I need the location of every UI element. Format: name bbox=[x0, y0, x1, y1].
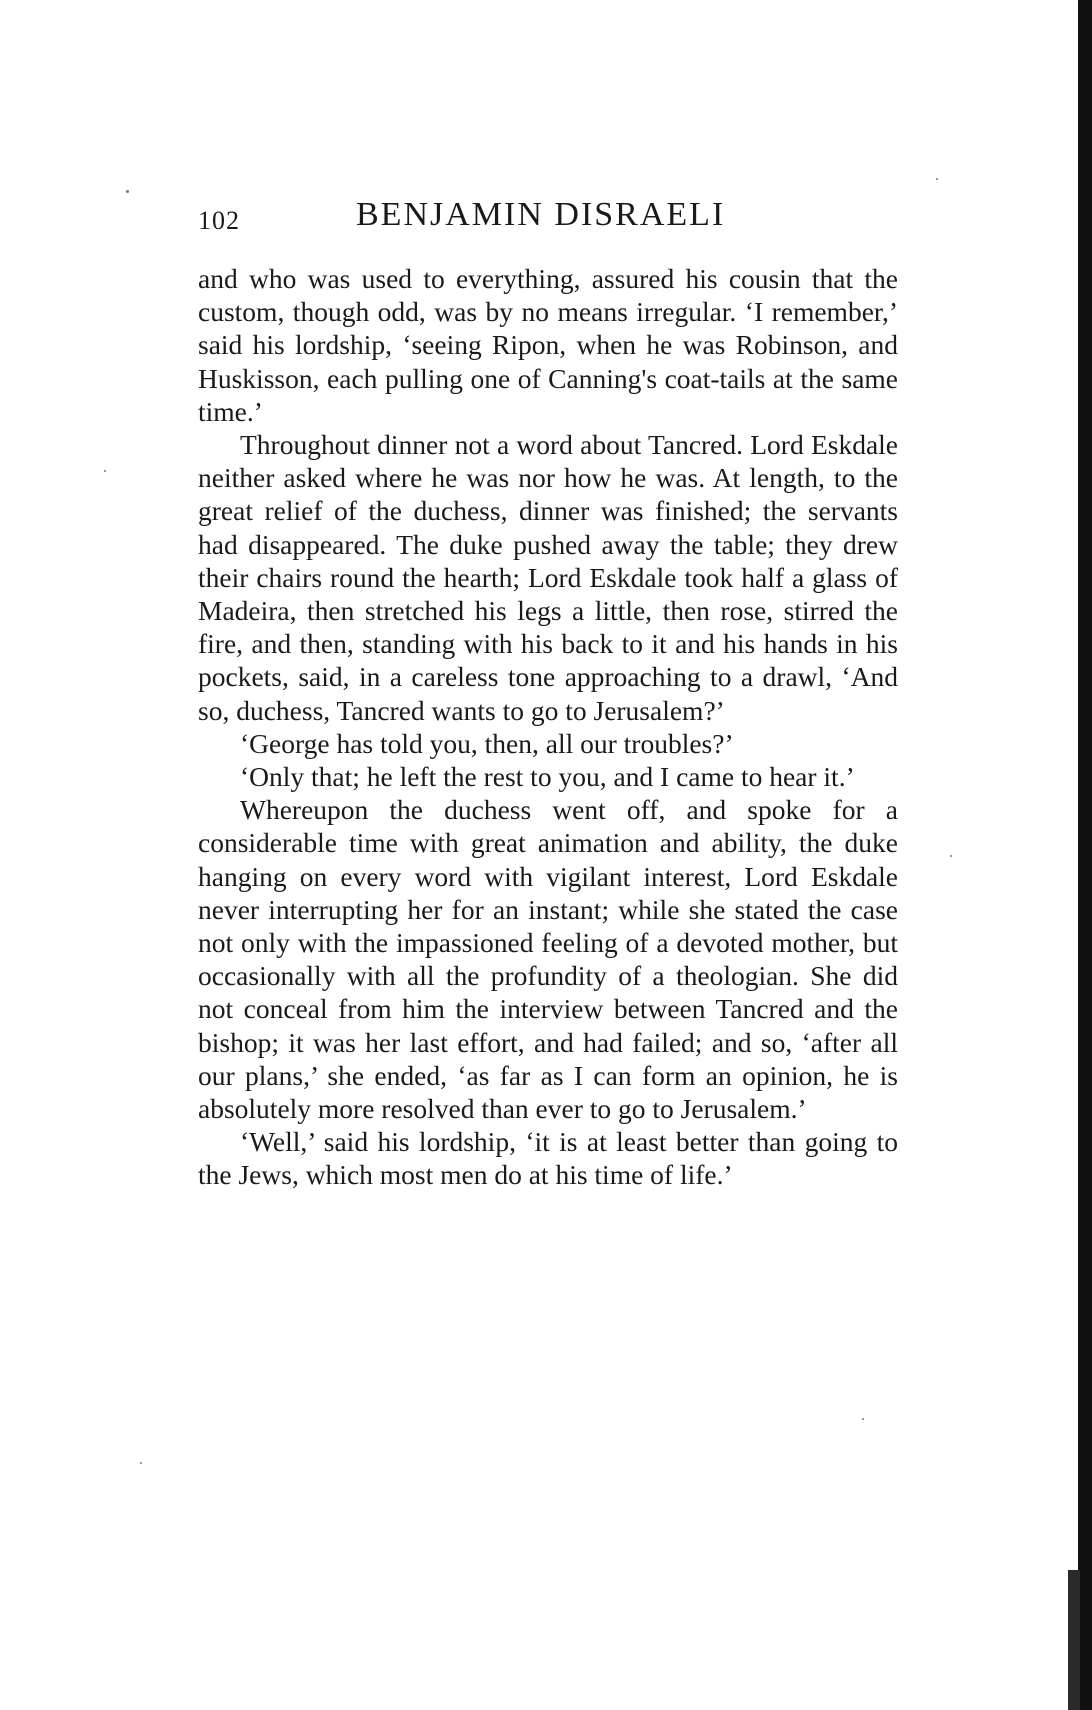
scan-speck bbox=[936, 178, 938, 180]
scan-speck bbox=[140, 1462, 142, 1464]
scan-speck bbox=[862, 1418, 864, 1420]
page-number: 102 bbox=[198, 206, 240, 235]
paragraph-1: and who was used to everything, assured his cousin that the custom, though odd, was by no means irregular. ‘I remember,’ said his lordship, ‘seeing Ripon, when he was Robinson, and Huskisson, each pulling one of Canning's coat-tails at the same time.’ bbox=[198, 263, 898, 427]
paragraph-4: ‘Only that; he left the rest to you, and I came to hear it.’ bbox=[240, 761, 855, 793]
scan-speck bbox=[126, 190, 129, 193]
paragraph-2: Throughout dinner not a word about Tancred. Lord Eskdale neither asked where he was nor how he was. At length, to the great relief of the duchess, dinner was finished; the servants had disappeared. The duke pushed away the table; they drew their chairs round the hearth; Lord Eskdale took half a glass of Madeira, then stretched his legs a little, then rose, stirred the fire, and then, standing with his back to it and his hands in his pockets, said, in a careless tone approaching to a drawl, ‘And so, duchess, Tancred wants to go to Jerusalem?’ bbox=[198, 429, 898, 726]
scan-speck bbox=[104, 470, 106, 472]
scan-speck bbox=[950, 855, 952, 857]
page-edge-shadow bbox=[1078, 0, 1092, 1710]
paragraph-6: ‘Well,’ said his lordship, ‘it is at least better than going to the Jews, which most men do at his time of life.’ bbox=[198, 1126, 898, 1191]
paragraph-3: ‘George has told you, then, all our troubles?’ bbox=[240, 727, 734, 759]
page-edge-shadow-lower bbox=[1068, 1570, 1080, 1710]
running-title: BENJAMIN DISRAELI bbox=[356, 196, 726, 233]
body-text bbox=[198, 262, 898, 1192]
page-header bbox=[198, 196, 898, 246]
paragraph-5: Whereupon the duchess went off, and spoke for a considerable time with great animation and ability, the duke hanging on every word with vigilant interest, Lord Eskdale never interrupting her for an instant; while she stated the case not only with the impassioned feeling of a devoted mother, but occasionally with all the profundity of a theologian. She did not conceal from him the interview between Tancred and the bishop; it was her last effort, and had failed; and so, ‘after all our plans,’ she ended, ‘as far as I can form an opinion, he is absolutely more resolved than ever to go to Jerusalem.’ bbox=[198, 794, 898, 1125]
